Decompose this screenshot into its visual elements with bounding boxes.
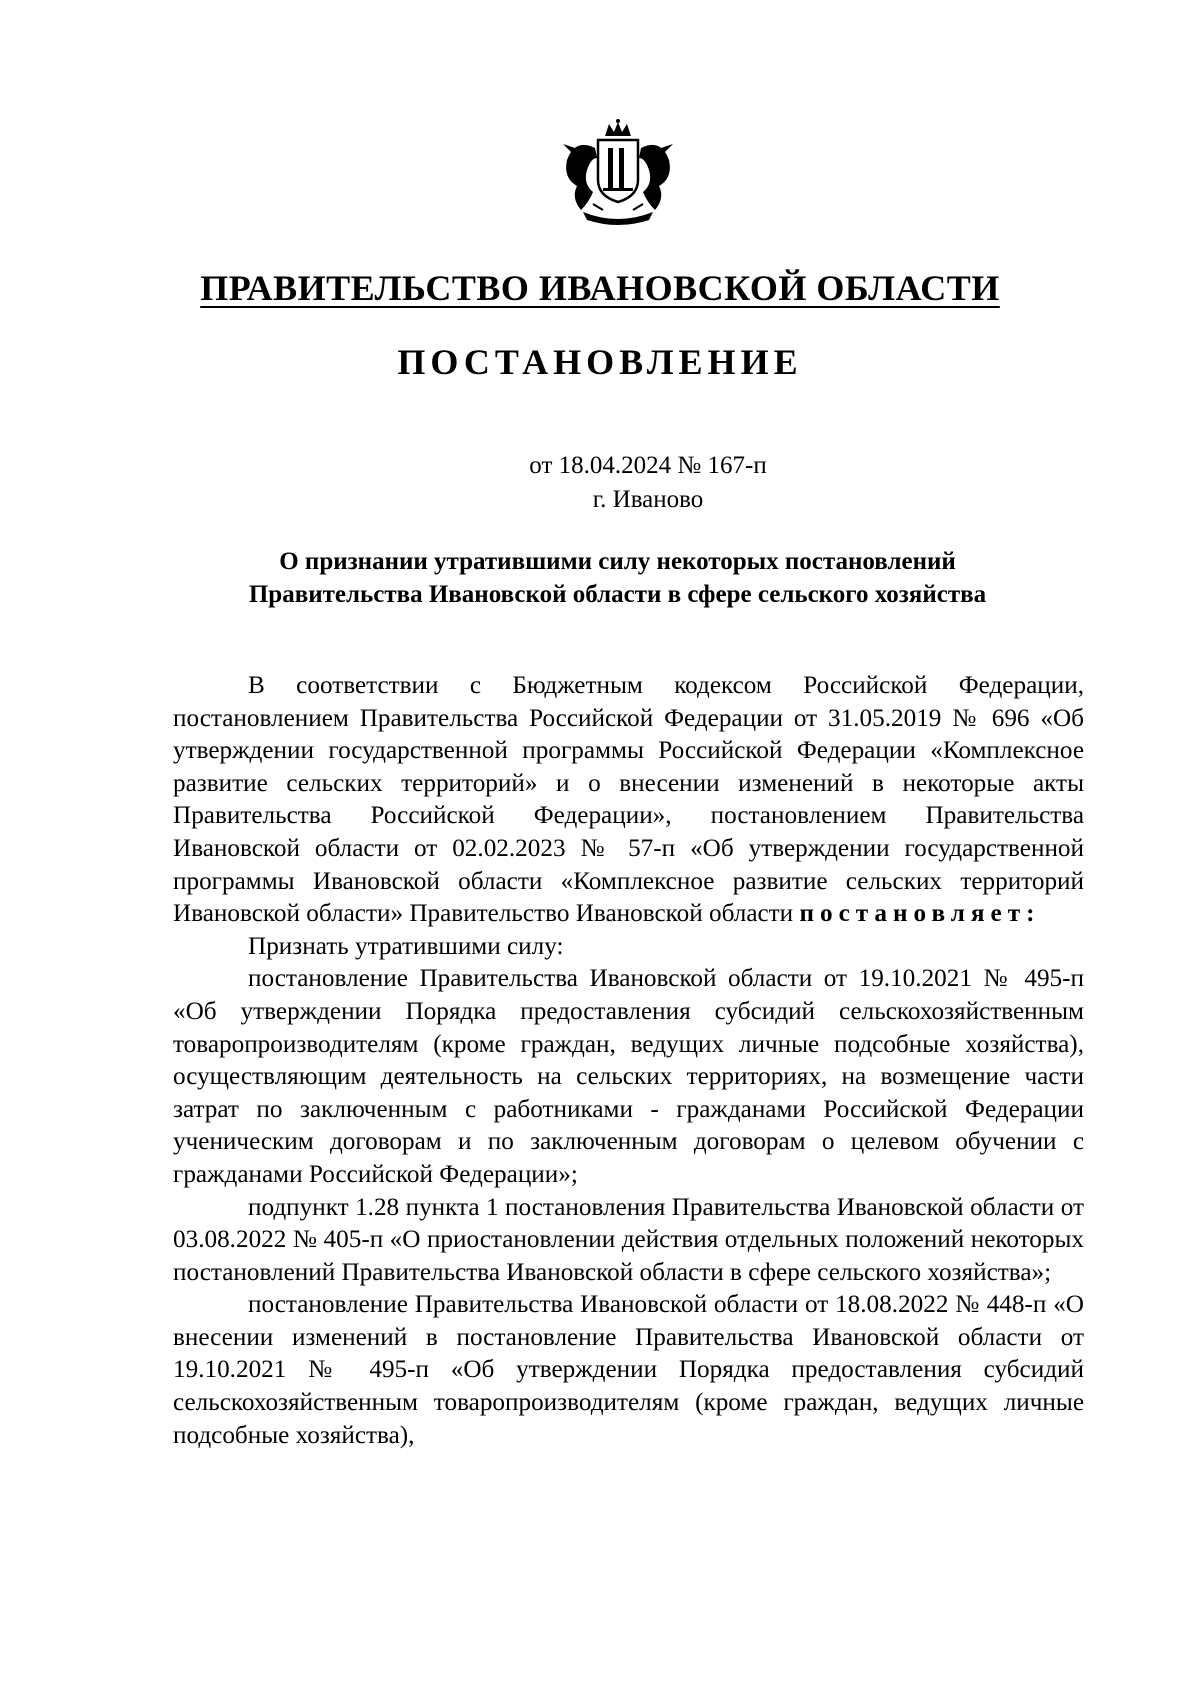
subject-line: Правительства Ивановской области в сфере сельского хозяйства (248, 581, 987, 608)
document-type: ПОСТАНОВЛЕНИЕ (397, 342, 803, 382)
preamble-text: В соответствии с Бюджетным кодексом Российской Федерации, постановлением Правительства Российской Федерации от 31.05.2019 № 696 «Об утверждении государственной программы Российской Федерации «Комплексное развитие сельских территорий» и о внесении изменений в некоторые акты Правительства Российской Федерации», постановлением Правительства Ивановской области от 02.02.2023 № 57-п «Об утверждении государственной программы Ивановской области «Комплексное развитие сельских территорий Ивановской области» Правительство Ивановской области (173, 672, 1084, 928)
repeal-item: постановление Правительства Ивановской области от 19.10.2021 № 495-п «Об утверждении Порядка предоставления субсидий сельскохозяйственным товаропроизводителям (кроме граждан, ведущих личные подсобные хозяйства), осуществляющим деятельность на сельских территориях, на возмещение части затрат по заключенным с работниками - гражданами Российской Федерации ученическим договорам и по заключенным договорам о целевом обучении с гражданами Российской Федерации»; (173, 965, 1084, 1188)
intro-paragraph: Признать утратившими силу: (248, 932, 564, 960)
repeal-item: подпункт 1.28 пункта 1 постановления Правительства Ивановской области от 03.08.2022 № 405-п «О приостановлении действия отдельных положений некоторых постановлений Правительства Ивановской области в сфере сельского хозяйства»; (173, 1193, 1084, 1286)
repeal-item: постановление Правительства Ивановской области от 18.08.2022 № 448-п «О внесении изменений в постановление Правительства Ивановской области от 19.10.2021 № 495-п «Об утверждении Порядка предоставления субсидий сельскохозяйственным товаропроизводителям (кроме граждан, ведущих личные подсобные хозяйства), (173, 1291, 1084, 1449)
city: г. Иваново (592, 486, 704, 513)
document-subject (150, 545, 1085, 611)
date-number: от 18.04.2024 № 167-п (529, 452, 767, 479)
decree-word: постановляет: (799, 900, 1041, 928)
subject-line: О признании утратившими силу некоторых постановлений (279, 548, 956, 575)
document-body (173, 670, 1084, 1452)
authority-title: ПРАВИТЕЛЬСТВО ИВАНОВСКОЙ ОБЛАСТИ (200, 268, 1000, 308)
coat-of-arms-icon (553, 118, 683, 230)
preamble-paragraph (173, 670, 1084, 931)
